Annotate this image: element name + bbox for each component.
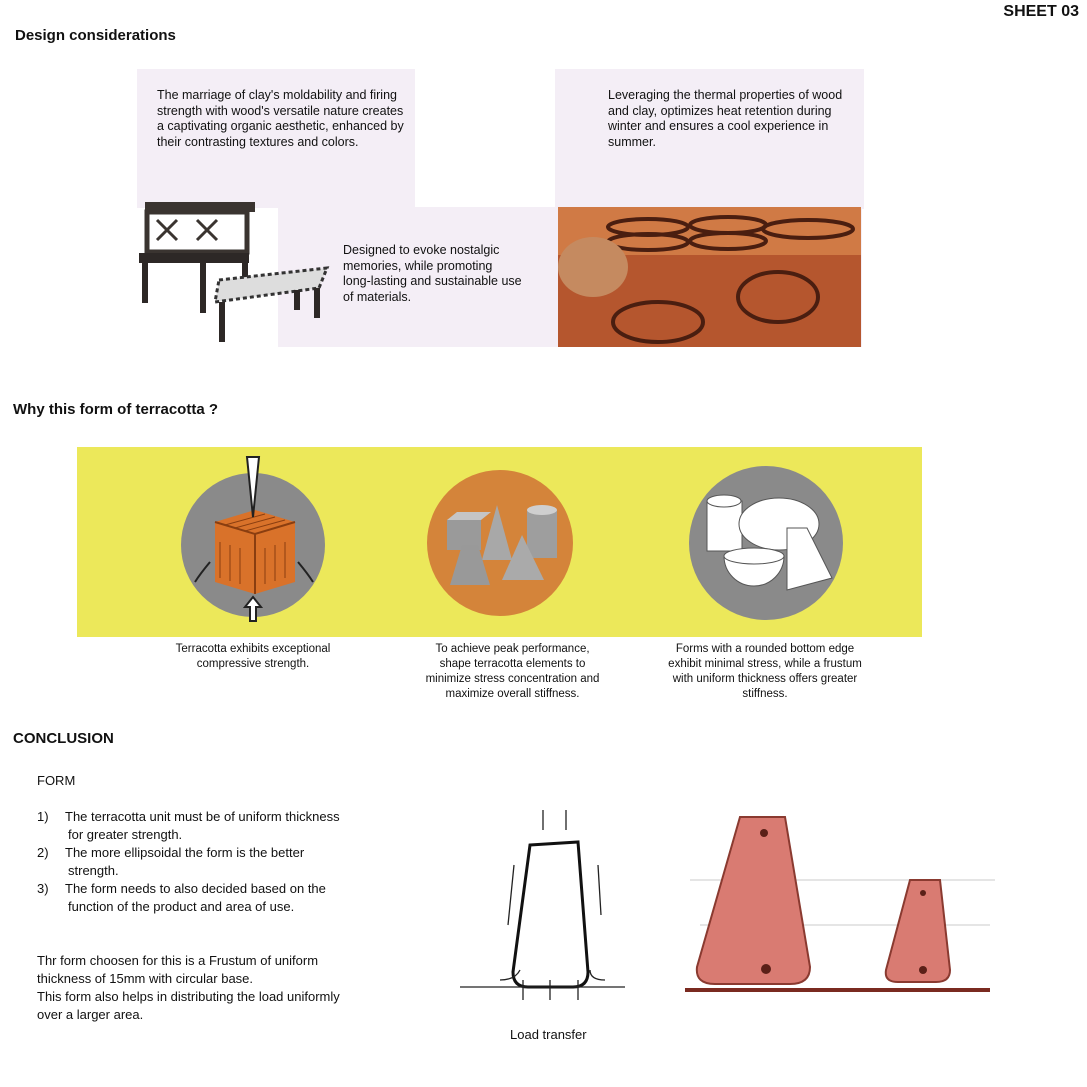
caption-compressive: Terracotta exhibits exceptional compressive strength. (175, 643, 331, 670)
rounded-forms-icon (689, 466, 844, 621)
terracotta-pots-image (558, 207, 861, 347)
aesthetic-text: The marriage of clay's moldability and firing strength with wood's versatile nature creates a captivating organic aesthetic, enhanced by their contrasting textures and colors. (157, 88, 404, 149)
form-summary: Thr form choosen for this is a Frustum of uniform thickness of 15mm with circular base. This form also helps in distributing the load uniformly over a larger area. (37, 953, 340, 1022)
form-points: 1) The terracotta unit must be of uniform thickness for greater strength. 2) The more ellipsoidal the form is the better strength. 3) The form needs to also decided based on the function of the product and area of use. (37, 809, 340, 914)
nostalgia-text: Designed to evoke nostalgic memories, while promoting long-lasting and sustainable use of materials. (343, 243, 522, 304)
load-transfer-label: Load transfer (510, 1027, 587, 1042)
point-text: The terracotta unit must be of uniform thickness (65, 809, 340, 824)
design-heading: Design considerations (15, 27, 176, 44)
geometric-shapes-icon (427, 470, 575, 618)
why-heading: Why this form of terracotta ? (13, 401, 219, 418)
point-text: The form needs to also decided based on the (65, 881, 326, 896)
load-transfer-sketch (458, 805, 628, 1005)
point-text: The more ellipsoidal the form is the better (65, 845, 305, 860)
form-label: FORM (37, 773, 76, 788)
conclusion-heading: CONCLUSION (13, 730, 114, 747)
compression-icon (180, 452, 330, 632)
thermal-text: Leveraging the thermal properties of wood and clay, optimizes heat retention during winter and ensures a cool experience in summer. (608, 88, 843, 149)
furniture-image (137, 198, 332, 348)
sheet-number: SHEET 03 (1003, 3, 1079, 20)
caption-rounded: Forms with a rounded bottom edge exhibit minimal stress, while a frustum with uniform thickness offers greater stiffness. (668, 643, 862, 700)
caption-performance: To achieve peak performance, shape terracotta elements to minimize stress concentration and maximize overall stiffness. (425, 643, 600, 700)
frustum-units-sketch (680, 805, 1000, 1005)
